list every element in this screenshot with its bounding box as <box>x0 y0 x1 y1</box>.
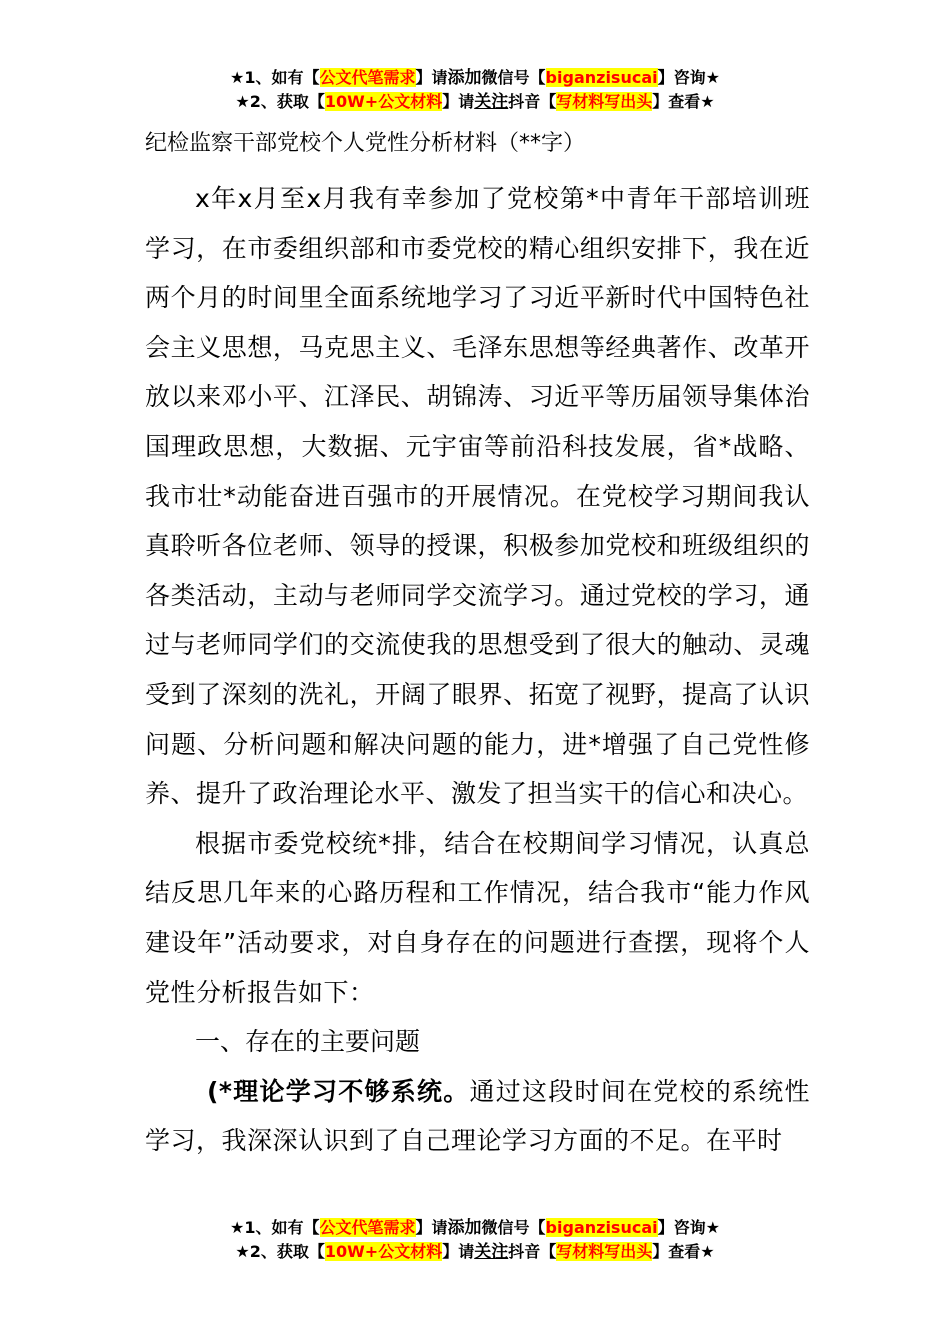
paragraph-basis: 根据市委党校统*排，结合在校期间学习情况，认真总结反思几年来的心路历程和工作情况，结合我市“能力作风建设年”活动要求，对自身存在的问题进行查摆，现将个人党性分析报告如下： <box>145 828 810 1007</box>
promo-text: 抖音【 <box>508 92 557 111</box>
promo-text: ★2、获取【 <box>235 92 325 111</box>
promo-line-2 <box>0 1240 950 1264</box>
promo-text: 】请 <box>415 1218 448 1237</box>
promo-emphasis: 添加 <box>447 68 482 88</box>
section-heading: 一、存在的主要问题 <box>195 1027 421 1057</box>
promo-douyin-id: 写材料写出头 <box>556 92 653 111</box>
subsection-text: 通过这段时间在党校的系统性学习，我深深认识到了自己理论学习方面的不足。在平时 <box>145 1076 810 1156</box>
promo-banner-top <box>0 66 950 114</box>
promo-text: 】查看★ <box>652 92 715 111</box>
promo-text: 微信号【 <box>481 1218 546 1237</box>
promo-emphasis: 添加 <box>447 1218 482 1238</box>
promo-highlight: 10W+公文材料 <box>324 1242 443 1261</box>
promo-emphasis: 关注 <box>474 92 509 112</box>
promo-line-1 <box>0 1216 950 1240</box>
promo-text: 】咨询★ <box>657 1218 720 1237</box>
promo-highlight: 公文代笔需求 <box>319 1218 416 1237</box>
promo-text: 】请 <box>442 92 475 111</box>
promo-highlight: 10W+公文材料 <box>324 92 443 111</box>
document-body <box>145 126 810 1166</box>
promo-text: ★1、如有【 <box>230 1218 320 1237</box>
document-title: 纪检监察干部党校个人党性分析材料（**字） <box>145 131 586 156</box>
subsection-paragraph <box>145 1067 810 1166</box>
promo-text: 】请 <box>442 1242 475 1261</box>
promo-text: 微信号【 <box>481 68 546 87</box>
promo-text: ★1、如有【 <box>230 68 320 87</box>
promo-banner-bottom <box>0 1216 950 1264</box>
promo-emphasis: 关注 <box>474 1242 509 1262</box>
promo-text: 】咨询★ <box>657 68 720 87</box>
promo-wechat-id: biganzisucai <box>545 68 658 87</box>
promo-text: 抖音【 <box>508 1242 557 1261</box>
promo-douyin-id: 写材料写出头 <box>556 1242 653 1261</box>
promo-line-2 <box>0 90 950 114</box>
subsection-lead: (*理论学习不够系统。 <box>207 1076 470 1106</box>
promo-text: 】请 <box>415 68 448 87</box>
promo-line-1 <box>0 66 950 90</box>
promo-wechat-id: biganzisucai <box>545 1218 658 1237</box>
paragraph-intro: x年x月至x月我有幸参加了党校第*中青年干部培训班学习，在市委组织部和市委党校的精心组织安排下，我在近两个月的时间里全面系统地学习了习近平新时代中国特色社会主义思想，马克思主义、毛泽东思想等经典著作、改革开放以来邓小平、江泽民、胡锦涛、习近平等历届领导集体治国理政思想，大数据、元宇宙等前沿科技发展，省*战略、我市壮*动能奋进百强市的开展情况。在党校学习期间我认真聆听各位老师、领导的授课，积极参加党校和班级组织的各类活动，主动与老师同学交流学习。通过党校的学习，通过与老师同学们的交流使我的思想受到了很大的触动、灵魂受到了深刻的洗礼，开阔了眼界、拓宽了视野，提高了认识问题、分析问题和解决问题的能力，进*增强了自己党性修养、提升了政治理论水平、激发了担当实干的信心和决心。 <box>145 184 810 809</box>
promo-text: 】查看★ <box>652 1242 715 1261</box>
promo-highlight: 公文代笔需求 <box>319 68 416 87</box>
promo-text: ★2、获取【 <box>235 1242 325 1261</box>
